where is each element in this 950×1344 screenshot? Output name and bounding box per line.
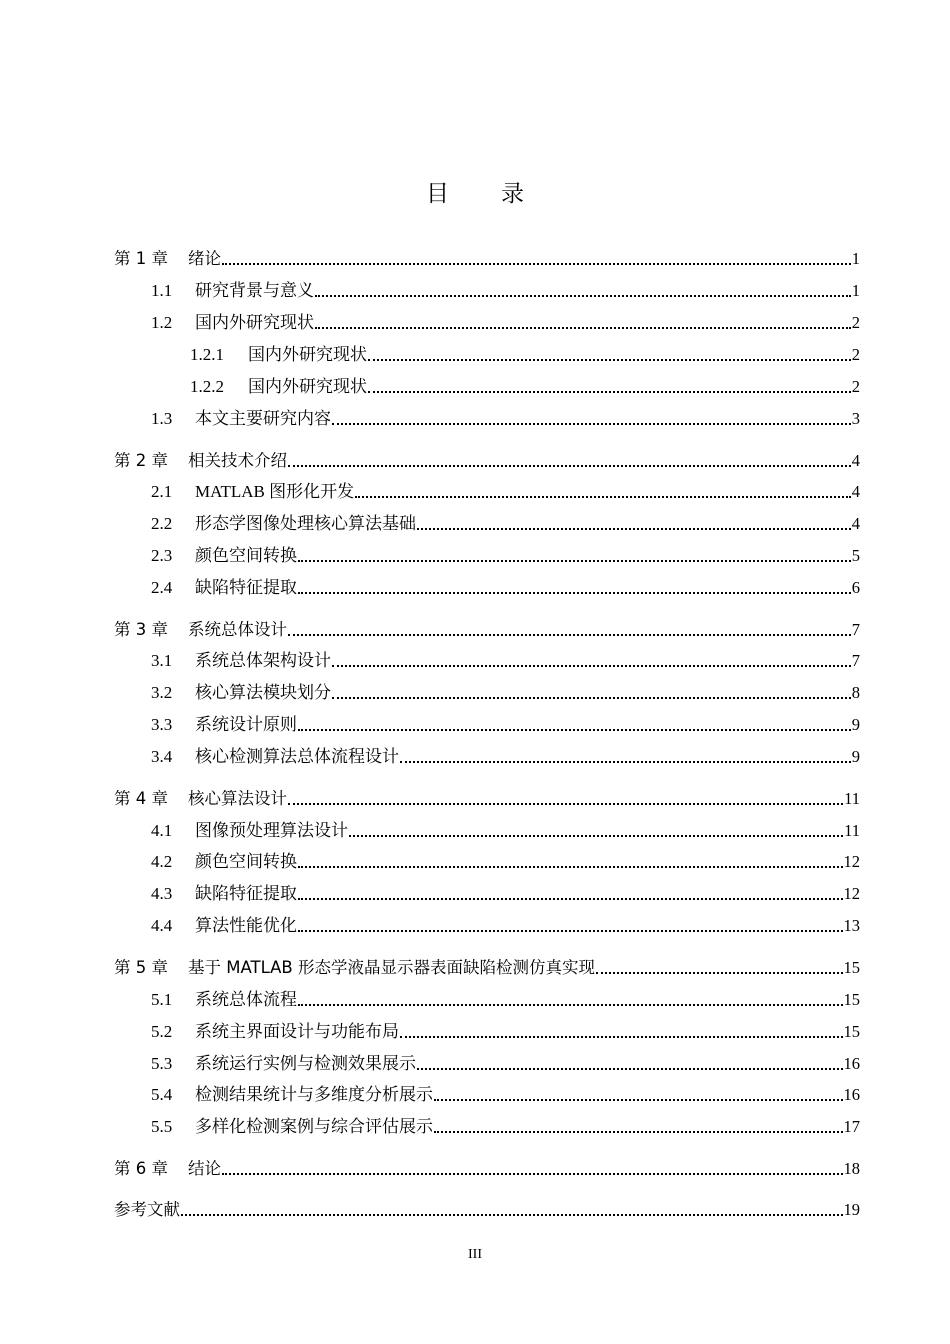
toc-entry-title: 缺陷特征提取	[195, 884, 297, 903]
toc-entry-label	[151, 989, 297, 1011]
dot-leader	[298, 898, 843, 900]
dot-leader	[181, 1214, 843, 1216]
toc-entry-number: 第 6 章	[114, 1159, 168, 1178]
toc-entry-number: 第 3 章	[114, 620, 168, 639]
toc-entry-page: 1	[851, 249, 860, 268]
toc-entry-label	[151, 650, 331, 672]
toc-entry-label	[151, 1084, 433, 1106]
toc-entry-label	[114, 957, 595, 979]
toc-entry-title: 算法性能优化	[195, 916, 297, 935]
toc-entry-page: 2	[851, 345, 860, 364]
toc-entry-number: 4.2	[151, 852, 173, 871]
toc-entry-title: MATLAB 图形化开发	[195, 482, 355, 501]
toc-entry-page: 11	[844, 821, 860, 840]
dot-leader	[298, 560, 851, 562]
toc-entry-number: 4.1	[151, 821, 173, 840]
toc-entry-number: 3.2	[151, 683, 173, 702]
toc-entry-page: 4	[851, 482, 860, 501]
dot-leader	[298, 592, 851, 594]
toc-entry-page: 7	[851, 620, 860, 639]
toc-entry-title: 本文主要研究内容	[195, 409, 331, 428]
toc-entry-number: 1.2.2	[190, 377, 224, 396]
toc-entry-title: 基于 MATLAB 形态学液晶显示器表面缺陷检测仿真实现	[188, 958, 595, 977]
toc-entry-label	[151, 820, 348, 842]
toc-section-entry[interactable]	[151, 881, 860, 905]
page-number: III	[468, 1247, 482, 1262]
toc-section-entry[interactable]	[151, 1114, 860, 1138]
toc-entry-label	[190, 376, 367, 398]
toc-entry-number: 2.1	[151, 482, 173, 501]
toc-entry-label	[151, 915, 297, 937]
toc-entry-label	[190, 344, 367, 366]
toc-section-entry[interactable]	[151, 818, 860, 842]
toc-section-entry[interactable]	[151, 712, 860, 736]
toc-section-entry[interactable]	[151, 744, 860, 768]
dot-leader	[298, 866, 843, 868]
toc-entry-page: 19	[843, 1200, 860, 1219]
toc-entry-number: 4.4	[151, 916, 173, 935]
toc-entry-title: 系统总体设计	[188, 620, 287, 639]
toc-entry-label	[151, 682, 331, 704]
dot-leader	[368, 359, 851, 361]
toc-entry-label	[151, 851, 297, 873]
toc-entry-title: 缺陷特征提取	[195, 578, 297, 597]
toc-entry-page: 4	[851, 514, 860, 533]
toc-entry-page: 16	[843, 1085, 860, 1104]
dot-leader	[368, 391, 851, 393]
toc-entry-title: 系统运行实例与检测效果展示	[195, 1054, 416, 1073]
toc-entry-number: 3.1	[151, 651, 173, 670]
dot-leader	[355, 496, 851, 498]
toc-entry-label	[151, 481, 354, 503]
toc-entry-label	[114, 248, 221, 270]
toc-section-entry[interactable]	[151, 479, 860, 503]
toc-entry-page: 3	[851, 409, 860, 428]
toc-section-entry[interactable]	[151, 310, 860, 334]
toc-entry-label	[151, 1116, 433, 1138]
toc-section-entry[interactable]	[151, 511, 860, 535]
toc-entry-title: 系统总体流程	[195, 990, 297, 1009]
dot-leader	[400, 761, 851, 763]
toc-section-entry[interactable]	[151, 1019, 860, 1043]
toc-entry-number: 1.3	[151, 409, 173, 428]
toc-entry-page: 12	[843, 852, 860, 871]
toc-entry-label	[151, 312, 314, 334]
toc-entry-title: 形态学图像处理核心算法基础	[195, 514, 416, 533]
toc-entry-label	[114, 1158, 221, 1180]
toc-entry-number: 5.3	[151, 1054, 173, 1073]
toc-section-entry[interactable]	[151, 987, 860, 1011]
toc-section-entry[interactable]	[151, 278, 860, 302]
toc-entry-label	[151, 545, 297, 567]
dot-leader	[434, 1131, 843, 1133]
toc-entry-number: 1.1	[151, 281, 173, 300]
toc-entry-page: 11	[844, 789, 860, 808]
toc-section-entry[interactable]	[151, 648, 860, 672]
toc-entry-number: 第 2 章	[114, 451, 168, 470]
toc-entry-page: 9	[851, 715, 860, 734]
toc-section-entry[interactable]	[151, 1051, 860, 1075]
dot-leader	[222, 1173, 843, 1175]
toc-entry-page: 6	[851, 578, 860, 597]
toc-section-entry[interactable]	[151, 849, 860, 873]
toc-entry-label	[151, 280, 314, 302]
toc-entry-page: 1	[851, 281, 860, 300]
toc-entry-label	[114, 450, 287, 472]
toc-entry-number: 1.2.1	[190, 345, 224, 364]
toc-entry-number: 5.4	[151, 1085, 173, 1104]
dot-leader	[315, 327, 851, 329]
toc-entry-title: 检测结果统计与多维度分析展示	[195, 1085, 433, 1104]
toc-entry-title: 系统设计原则	[195, 715, 297, 734]
toc-entry-label	[151, 883, 297, 905]
toc-entry-number: 3.3	[151, 715, 173, 734]
dot-leader	[596, 972, 843, 974]
dot-leader	[298, 729, 851, 731]
dot-leader	[288, 465, 851, 467]
dot-leader	[288, 634, 851, 636]
toc-chapter-entry[interactable]	[114, 448, 860, 472]
toc-entry-title: 核心算法设计	[188, 789, 287, 808]
toc-entry-title: 多样化检测案例与综合评估展示	[195, 1117, 433, 1136]
toc-entry-label	[151, 746, 399, 768]
toc-section-entry[interactable]	[151, 406, 860, 430]
toc-section-entry[interactable]	[151, 1082, 860, 1106]
dot-leader	[222, 263, 851, 265]
toc-entry-label	[114, 619, 287, 641]
dot-leader	[315, 295, 851, 297]
toc-entry-page: 13	[843, 916, 860, 935]
toc-entry-page: 15	[843, 990, 860, 1009]
toc-entry-number: 1.2	[151, 313, 173, 332]
toc-entry-number: 第 1 章	[114, 249, 168, 268]
dot-leader	[298, 930, 843, 932]
toc-chapter-entry[interactable]	[114, 246, 860, 270]
toc-entry-title: 颜色空间转换	[195, 546, 297, 565]
dot-leader	[434, 1099, 843, 1101]
toc-entry-number: 3.4	[151, 747, 173, 766]
toc-chapter-entry[interactable]	[114, 1197, 860, 1221]
toc-entry-page: 15	[843, 1022, 860, 1041]
toc-chapter-entry[interactable]	[114, 617, 860, 641]
toc-entry-title: 核心算法模块划分	[195, 683, 331, 702]
toc-entry-title: 系统主界面设计与功能布局	[195, 1022, 399, 1041]
toc-entry-label	[151, 577, 297, 599]
toc-entry-page: 9	[851, 747, 860, 766]
toc-entry-label	[151, 408, 331, 430]
toc-entry-number: 2.4	[151, 578, 173, 597]
toc-entry-title: 国内外研究现状	[248, 345, 367, 364]
toc-entry-title: 国内外研究现状	[248, 377, 367, 396]
toc-entry-label	[151, 1021, 399, 1043]
toc-entry-page: 8	[851, 683, 860, 702]
dot-leader	[332, 697, 851, 699]
toc-entry-title: 结论	[188, 1159, 221, 1178]
toc-entry-label	[151, 1053, 416, 1075]
toc-section-entry[interactable]	[151, 575, 860, 599]
dot-leader	[417, 1068, 843, 1070]
toc-chapter-entry[interactable]	[114, 786, 860, 810]
dot-leader	[349, 835, 843, 837]
toc-entry-page: 12	[843, 884, 860, 903]
toc-entry-title: 核心检测算法总体流程设计	[195, 747, 399, 766]
toc-chapter-entry[interactable]	[114, 955, 860, 979]
toc-entry-title: 相关技术介绍	[188, 451, 287, 470]
toc-heading	[0, 178, 950, 210]
toc-section-entry[interactable]	[151, 680, 860, 704]
toc-entry-title: 参考文献	[114, 1200, 180, 1219]
toc-entry-number: 第 5 章	[114, 958, 168, 977]
toc-heading-part2: 录	[501, 181, 524, 207]
toc-entry-page: 18	[843, 1159, 860, 1178]
dot-leader	[417, 528, 851, 530]
toc-section-entry[interactable]	[190, 342, 860, 366]
toc-entry-title: 绪论	[188, 249, 221, 268]
toc-entry-title: 颜色空间转换	[195, 852, 297, 871]
toc-entry-title: 国内外研究现状	[195, 313, 314, 332]
toc-entry-label	[151, 513, 416, 535]
toc-entry-number: 2.2	[151, 514, 173, 533]
dot-leader	[298, 1004, 843, 1006]
toc-entry-page: 16	[843, 1054, 860, 1073]
toc-entry-page: 5	[851, 546, 860, 565]
toc-entry-page: 7	[851, 651, 860, 670]
toc-entry-label	[114, 788, 287, 810]
toc-entry-label	[114, 1199, 180, 1221]
toc-entry-page: 2	[851, 377, 860, 396]
dot-leader	[332, 665, 851, 667]
toc-entry-number: 5.5	[151, 1117, 173, 1136]
toc-entry-title: 图像预处理算法设计	[195, 821, 348, 840]
toc-entry-number: 5.2	[151, 1022, 173, 1041]
toc-entry-page: 17	[843, 1117, 860, 1136]
toc-entry-label	[151, 714, 297, 736]
toc-section-entry[interactable]	[151, 543, 860, 567]
dot-leader	[288, 803, 843, 805]
toc-entry-number: 4.3	[151, 884, 173, 903]
toc-section-entry[interactable]	[151, 913, 860, 937]
dot-leader	[400, 1036, 843, 1038]
toc-entry-page: 15	[843, 958, 860, 977]
toc-entry-number: 5.1	[151, 990, 173, 1009]
toc-entry-number: 第 4 章	[114, 789, 168, 808]
toc-chapter-entry[interactable]	[114, 1156, 860, 1180]
toc-entry-title: 研究背景与意义	[195, 281, 314, 300]
dot-leader	[332, 423, 851, 425]
toc-entry-title: 系统总体架构设计	[195, 651, 331, 670]
toc-entry-page: 4	[851, 451, 860, 470]
toc-entry-page: 2	[851, 313, 860, 332]
toc-section-entry[interactable]	[190, 374, 860, 398]
toc-heading-part1: 目	[426, 181, 449, 207]
toc-entry-number: 2.3	[151, 546, 173, 565]
